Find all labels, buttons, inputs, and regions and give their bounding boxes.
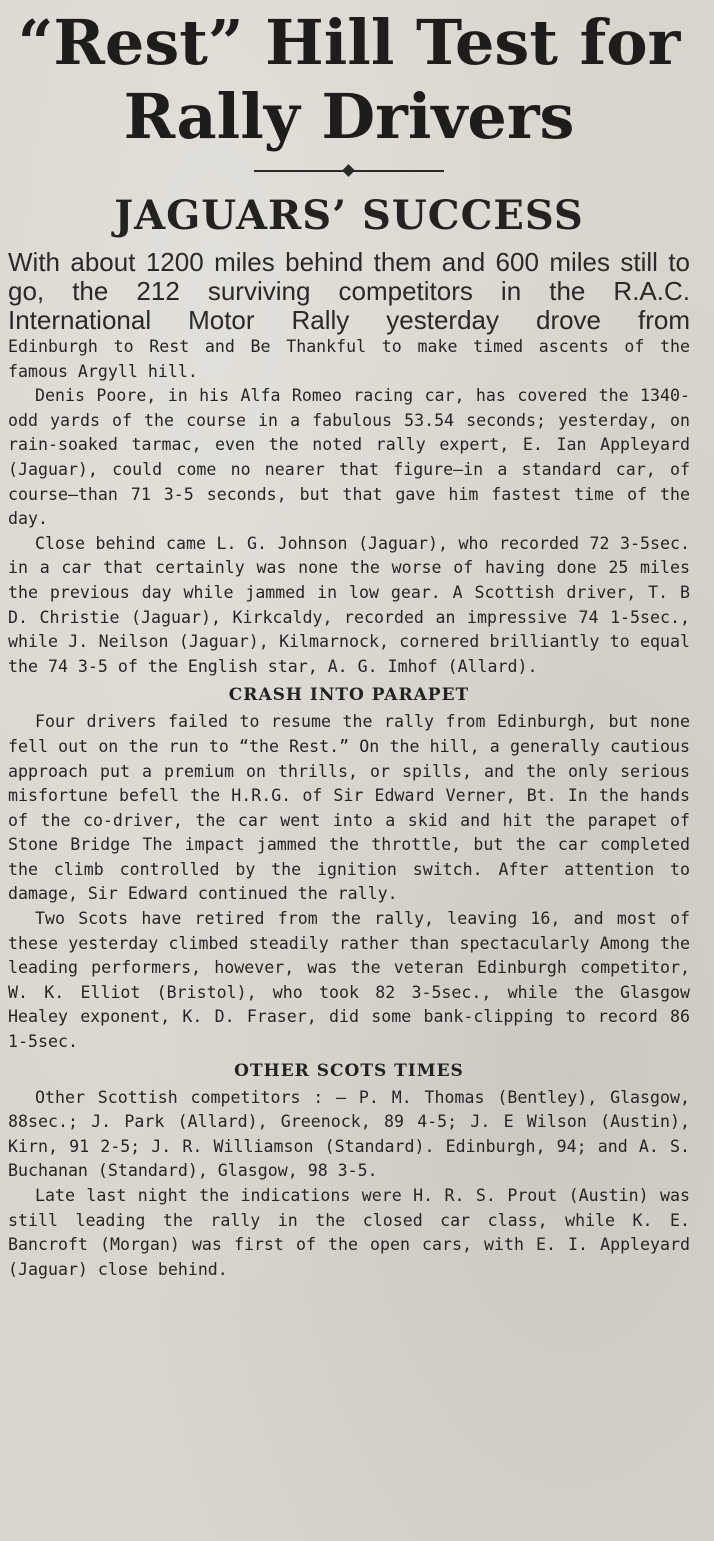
paragraph-7: Late last night the indications were H. R. S. Prout (Austin) was still leading the rally in the closed car class, while K. E. Bancroft (Morgan) was first of the open cars, with E. I. Appleyard (Jaguar) close behind. [8,1186,690,1279]
lede-paragraph: With about 1200 miles behind them and 600 miles still to go, the 212 surviving competitors in the R.A.C. International Motor Rally yesterday drove from [8,247,690,335]
decorative-rule [254,166,444,176]
section-heading-scots-times: OTHER SCOTS TIMES [234,1060,464,1081]
paragraph-4: Four drivers failed to resume the rally from Edinburgh, but none fell out on the run to “the Rest.” On the hill, a generally cautious approach put a premium on thrills, or spills, and the only serious misfortune befell the H.R.G. of Sir Edward Verner, Bt. In the hands of the co-driver, the car went into a skid and hit the parapet of Stone Bridge The impact jammed the throttle, but the car completed the climb controlled by the ignition switch. After attention to damage, Sir Edward continued the rally. [8,712,690,904]
headline-line-2: Rally Drivers [123,80,575,153]
lede-continuation: Edinburgh to Rest and Be Thankful to make timed ascents of the famous Argyll hill. [8,337,690,381]
paragraph-5: Two Scots have retired from the rally, leaving 16, and most of these yesterday climbed steadily rather than spectacularly Among the leading performers, however, was the veteran Edinburgh competitor, W. K. Elliot (Bristol), who took 82 3-5sec., while the Glasgow Healey exponent, K. D. Fraser, did some bank-clipping to record 86 1-5sec. [8,909,690,1052]
paragraph-6: Other Scottish competitors : — P. M. Thomas (Bentley), Glasgow, 88sec.; J. Park (Allard), Greenock, 89 4-5; J. E Wilson (Austin), Kirn, 91 2-5; J. R. Williamson (Standard). Edinburgh, 94; and A. S. Buchanan (Standard), Glasgow, 98 3-5. [8,1087,690,1181]
paragraph-3: Close behind came L. G. Johnson (Jaguar), who recorded 72 3-5sec. in a car that certainly was none the worse of having done 25 miles the previous day while jammed in low gear. A Scottish driver, T. B D. Christie (Jaguar), Kirkcaldy, recorded an impressive 74 1-5sec., while J. Neilson (Jaguar), Kilmarnock, cornered brilliantly to equal the 74 3-5 of the English star, A. G. Imhof (Allard). [8,533,690,676]
section-heading-crash: CRASH INTO PARAPET [228,685,470,706]
subheadline: JAGUARS’ SUCCESS [114,192,584,239]
headline-line-1: “Rest” Hill Test for [17,6,681,79]
headline [8,6,690,154]
rule-diamond-icon [342,164,355,177]
paragraph-2: Denis Poore, in his Alfa Romeo racing car, has covered the 1340-odd yards of the course in a fabulous 53.54 seconds; yesterday, on rain-soaked tarmac, even the noted rally expert, E. Ian Appleyard (Jaguar), could come no nearer that figure—in a standard car, of course—than 71 3-5 seconds, but that gave him fastest time of the day. [8,386,690,529]
